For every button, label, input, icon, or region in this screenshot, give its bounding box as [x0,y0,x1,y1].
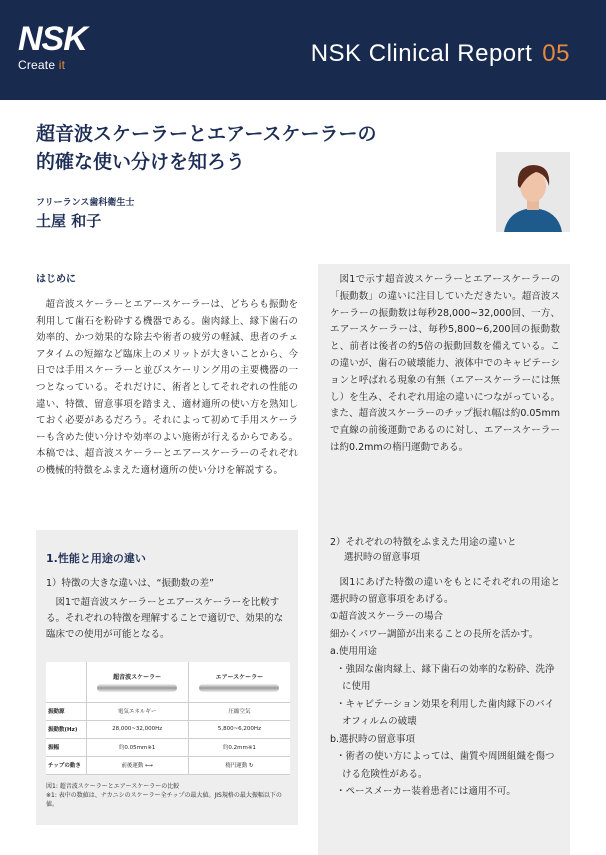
item1-heading: ①超音波スケーラーの場合 [330,611,444,623]
ultrasonic-scaler-image [97,684,177,692]
figure1-table: 超音波スケーラー エアースケーラー 振動源 電気エネルギー 圧縮空気 振動数(Hz) 28,000~32,000Hz 5,800~6,200Hz 振幅 約0.05mm※1 約0.2mm※1 チップの動き 前後運動 ⟷ 楕円運動 ↻ [46,662,290,774]
report-number: 05 [542,40,570,67]
section1-title: 1.性能と用途の違い [46,552,146,565]
back-forth-arrow-icon: ⟷ [145,763,153,769]
author-role: フリーランス歯科衛生士 [36,198,135,208]
author-name: 土屋 和子 [36,212,102,230]
caution-heading: b.選択時の留意事項 [330,733,416,745]
figure1-caption: 図1: 超音波スケーラーとエアースケーラーの比較 ※1: 表中の数値は、ナカニシのスケーラー全チップの最大値。JIS規格の最大振幅以下の値。 [46,783,282,808]
vibration-paragraph: 図1で示す超音波スケーラーとエアースケーラーの「振動数」の違いに注目していただきたい。超音波スケーラーの振動数は毎秒28,000~32,000回、一方、エアースケーラーは、毎秒5,800~6,200回の振動数と、前者は後者の約5倍の振動回数を備えている。この違いが、歯石の破壊能力、液体中でのキャビテーションと呼ばれる現象の有無（エアースケーラーには無し）を生み、それぞれ用途の違いにつながっている。また、超音波スケーラーのチップ振れ幅は約0.05mmで直線の前後運動であるのに対し、エアースケーラーは約0.2mmの楕円運動である。 [330,274,560,453]
elliptical-arrow-icon: ↻ [248,763,254,769]
intro-body: 超音波スケーラーとエアースケーラーは、どちらも振動を利用して歯石を粉砕する機器である。歯肉縁上、縁下歯石の効率的、かつ効果的な除去や術者の疲労の軽減、患者のチェアタイムの短縮など臨床上のメリットが大きいことから、今日では手用スケーラーと並びスケーリング用の主要機器の一つとなっている。それだけに、術者としてそれぞれの性能の違い、特徴、留意事項を踏まえ、適材適所の使い方を熟知しておく必要があるだろう。それによって初めて手用スケーラーも含めた使い分けや効率のよい施術が行えるからである。本稿では、超音波スケーラーとエアースケーラーのそれぞれの機械的特徴をふまえた適材適所の使い分けを解説する。 [36,299,298,476]
air-scaler-image [199,684,279,692]
usage-heading: a.使用用途 [330,646,377,658]
intro-section [36,270,298,480]
section2-heading: 2）それぞれの特徴をふまえた用途の違いと 選択時の留意事項 [330,537,517,563]
report-header [0,0,606,100]
section1-subheading: 1）特徴の大きな違いは、“振動数の差” [46,578,214,589]
report-title: NSK Clinical Report 05 [310,40,570,67]
intro-heading: はじめに [36,274,76,285]
section1-body: 図1で超音波スケーラーとエアースケーラーを比較する。それぞれの特徴を理解することで適切で、効果的な臨床での使用が可能となる。 [46,597,284,640]
figure-col-ultrasonic: 超音波スケーラー [86,662,188,702]
section2-body: 図1にあげた特徴の違いをもとにそれぞれの用途と選択時の留意事項をあげる。 ①超音波スケーラーの場合 細かくパワー調節が出来ることの長所を活かす。 a.使用用途 ・強固な歯肉縁上、縁下歯石の効率的な粉砕、洗浄に使用 ・キャビテーション効果を利用した歯肉縁下のバイオフィルムの破壊 b.選択時の留意事項 ・術者の使い方によっては、歯質や周囲組織を傷つける危険性がある。 ・ペースメーカー装着患者には適用不可。 [330,577,560,798]
nsk-logo [18,22,87,72]
right-column-text [330,272,560,457]
author-photo [496,152,570,232]
article-title: 超音波スケーラーとエアースケーラーの 的確な使い分けを知ろう [36,123,377,173]
logo-main: NSK [18,20,87,58]
figure-col-air: エアースケーラー [188,662,290,702]
logo-tagline: Create it [18,58,66,72]
